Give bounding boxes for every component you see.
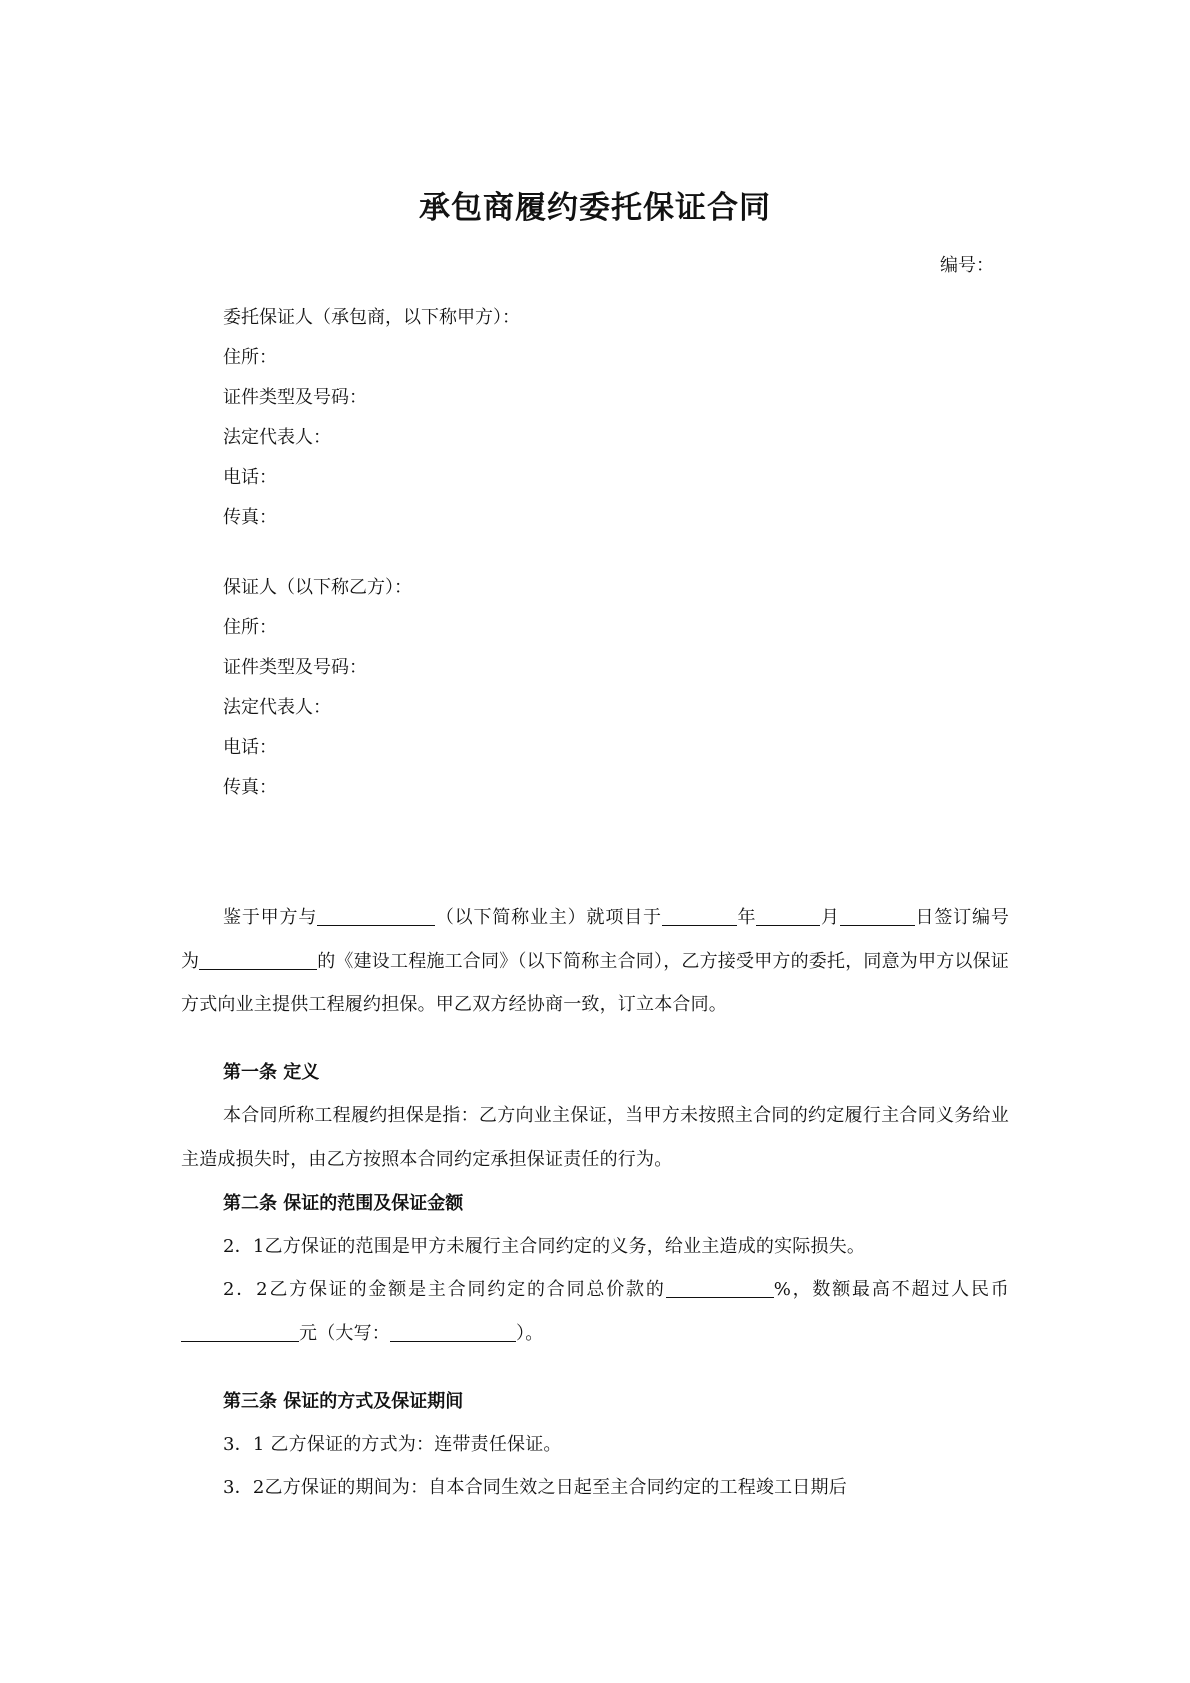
clause-2-2 [181,1268,1009,1355]
preamble-text: 的《建设工程施工合同》（以下简称主合同），乙方接受甲方的委托，同意为甲方以保证方式向业主提供工程履约担保。甲乙双方经协商一致，订立本合同。 [181,950,1009,1015]
preamble-text: 日签订编号为 [181,907,1010,972]
preamble-text: 鉴于甲方与 [223,907,318,928]
clause-2-2-text: 2．2乙方保证的金额是主合同约定的合同总价款的 [223,1279,666,1300]
amount-blank [181,1321,299,1342]
clause-3-1: 3．1 乙方保证的方式为：连带责任保证。 [223,1434,562,1455]
amount-words-blank [390,1321,516,1342]
party-a-phone-label: 电话： [223,467,277,488]
clause-2-2-text: %，数额最高不超过人民币 [773,1279,1009,1300]
preamble-text: 月 [820,907,840,928]
party-b-fax-label: 传真： [223,777,277,798]
owner-name-blank [317,905,435,926]
clause-2-2-text: ）。 [516,1322,544,1344]
party-a-heading: 委托保证人（承包商，以下称甲方）： [223,307,520,328]
clause-2-2-text: 元（大写： [299,1322,390,1344]
party-b-address-label: 住所： [223,617,277,638]
party-a-fax-label: 传真： [223,507,277,528]
contract-number-label: 编号： [940,255,994,276]
preamble-text: （以下简称业主）就项目于 [435,907,662,928]
clause-2-1: 2．1乙方保证的范围是甲方未履行主合同约定的义务，给业主造成的实际损失。 [223,1236,866,1257]
article-2-heading: 第二条 保证的范围及保证金额 [223,1193,464,1214]
party-a-legal-rep-label: 法定代表人： [223,427,331,448]
day-blank [840,905,915,926]
preamble-text: 年 [736,907,757,928]
party-a-id-label: 证件类型及号码： [223,387,367,408]
party-b-heading: 保证人（以下称乙方）： [223,577,412,598]
article-1-text: 本合同所称工程履约担保是指：乙方向业主保证，当甲方未按照主合同的约定履行主合同义务给业主造成损失时，由乙方按照本合同约定承担保证责任的行为。 [181,1105,1009,1170]
party-b-legal-rep-label: 法定代表人： [223,697,331,718]
clause-3-2: 3．2乙方保证的期间为：自本合同生效之日起至主合同约定的工程竣工日期后 [223,1477,847,1498]
article-1-heading: 第一条 定义 [223,1062,320,1083]
preamble-paragraph [181,896,1009,1027]
year-blank [662,905,737,926]
party-a-address-label: 住所： [223,347,277,368]
contract-number-blank [199,949,317,970]
party-b-id-label: 证件类型及号码： [223,657,367,678]
document-title: 承包商履约委托保证合同 [419,190,771,226]
article-3-heading: 第三条 保证的方式及保证期间 [223,1391,464,1412]
month-blank [756,905,820,926]
percent-blank [666,1277,774,1298]
party-b-phone-label: 电话： [223,737,277,758]
